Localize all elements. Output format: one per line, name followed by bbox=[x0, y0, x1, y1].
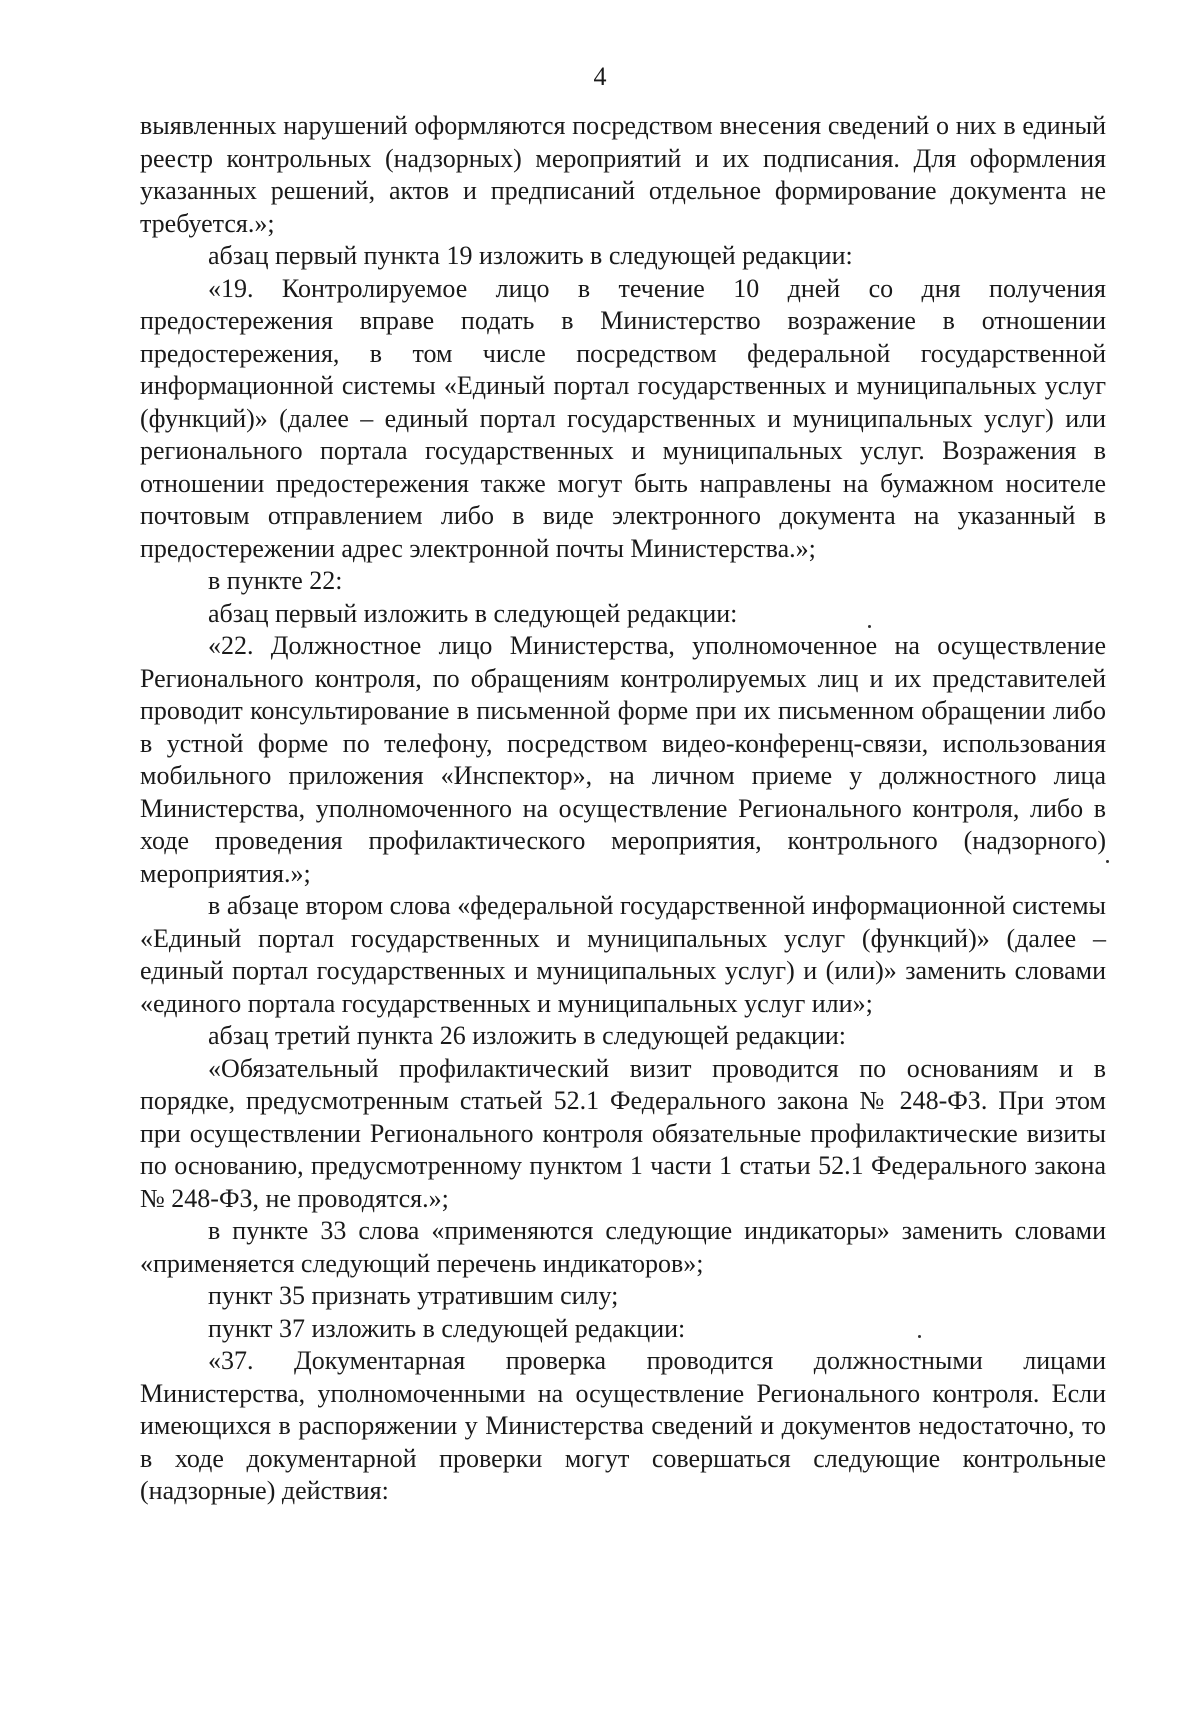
paragraph-amendment-p19-intro: абзац первый пункта 19 изложить в следующей редакции: bbox=[208, 241, 853, 270]
page-number: 4 bbox=[593, 62, 607, 91]
paragraph-amendment-p26-intro: абзац третий пункта 26 изложить в следующей редакции: bbox=[208, 1021, 847, 1050]
paragraph-amendment-p35: пункт 35 признать утратившим силу; bbox=[208, 1281, 619, 1310]
paragraph-item-22: «22. Должностное лицо Министерства, уполномоченное на осуществление Регионального контроля, по обращениям контролируемых лиц и их представителей проводит консультирование в письменной форме при их письменном обращении либо в устной форме по телефону, посредством видео-конференц-связи, использования мобильного приложения «Инспектор», на личном приеме у должностного лица Министерства, уполномоченного на осуществление Регионального контроля, либо в ходе проведения профилактического мероприятия, контрольного (надзорного) мероприятия.»; bbox=[140, 631, 1106, 888]
paragraph-amendment-p22: в пункте 22: bbox=[208, 566, 343, 595]
scan-speck bbox=[1106, 860, 1109, 863]
scan-speck bbox=[868, 625, 871, 628]
document-body bbox=[140, 110, 1106, 1508]
paragraph-amendment-p22-second: в абзаце втором слова «федеральной государственной информационной системы «Единый портал государственных и муниципальных услуг (функций)» (далее – единый портал государственных и муниципальных услуг) и (или)» заменить словами «единого портала государственных и муниципальных услуг или»; bbox=[140, 891, 1106, 1018]
paragraph-item-37: «37. Документарная проверка проводится должностными лицами Министерства, уполномоченными на осуществление Регионального контроля. Если имеющихся в распоряжении у Министерства сведений и документов недостаточно, то в ходе документарной проверки могут совершаться следующие контрольные (надзорные) действия: bbox=[140, 1346, 1106, 1505]
paragraph-item-26: «Обязательный профилактический визит проводится по основаниям и в порядке, предусмотренным статьей 52.1 Федерального закона № 248-ФЗ. При этом при осуществлении Регионального контроля обязательные профилактические визиты по основанию, предусмотренному пунктом 1 части 1 статьи 52.1 Федерального закона № 248-ФЗ, не проводятся.»; bbox=[140, 1053, 1106, 1213]
paragraph-amendment-p33: в пункте 33 слова «применяются следующие индикаторы» заменить словами «применяется следующий перечень индикаторов»; bbox=[140, 1216, 1106, 1278]
paragraph-item-19: «19. Контролируемое лицо в течение 10 дней со дня получения предостережения вправе подать в Министерство возражение в отношении предостережения, в том числе посредством федеральной государственной информационной системы «Единый портал государственных и муниципальных услуг (функций)» (далее – единый портал государственных и муниципальных услуг) или регионального портала государственных и муниципальных услуг. Возражения в отношении предостережения также могут быть направлены на бумажном носителе почтовым отправлением либо в виде электронного документа на указанный в предостережении адрес электронной почты Министерства.»; bbox=[140, 273, 1106, 563]
paragraph-continuation: выявленных нарушений оформляются посредством внесения сведений о них в единый реестр контрольных (надзорных) мероприятий и их подписания. Для оформления указанных решений, актов и предписаний отдельное формирование документа не требуется.»; bbox=[140, 111, 1106, 238]
paragraph-amendment-p37-intro: пункт 37 изложить в следующей редакции: bbox=[208, 1313, 686, 1343]
paragraph-amendment-p22-first: абзац первый изложить в следующей редакции: bbox=[208, 598, 738, 628]
scan-speck bbox=[918, 1335, 921, 1338]
